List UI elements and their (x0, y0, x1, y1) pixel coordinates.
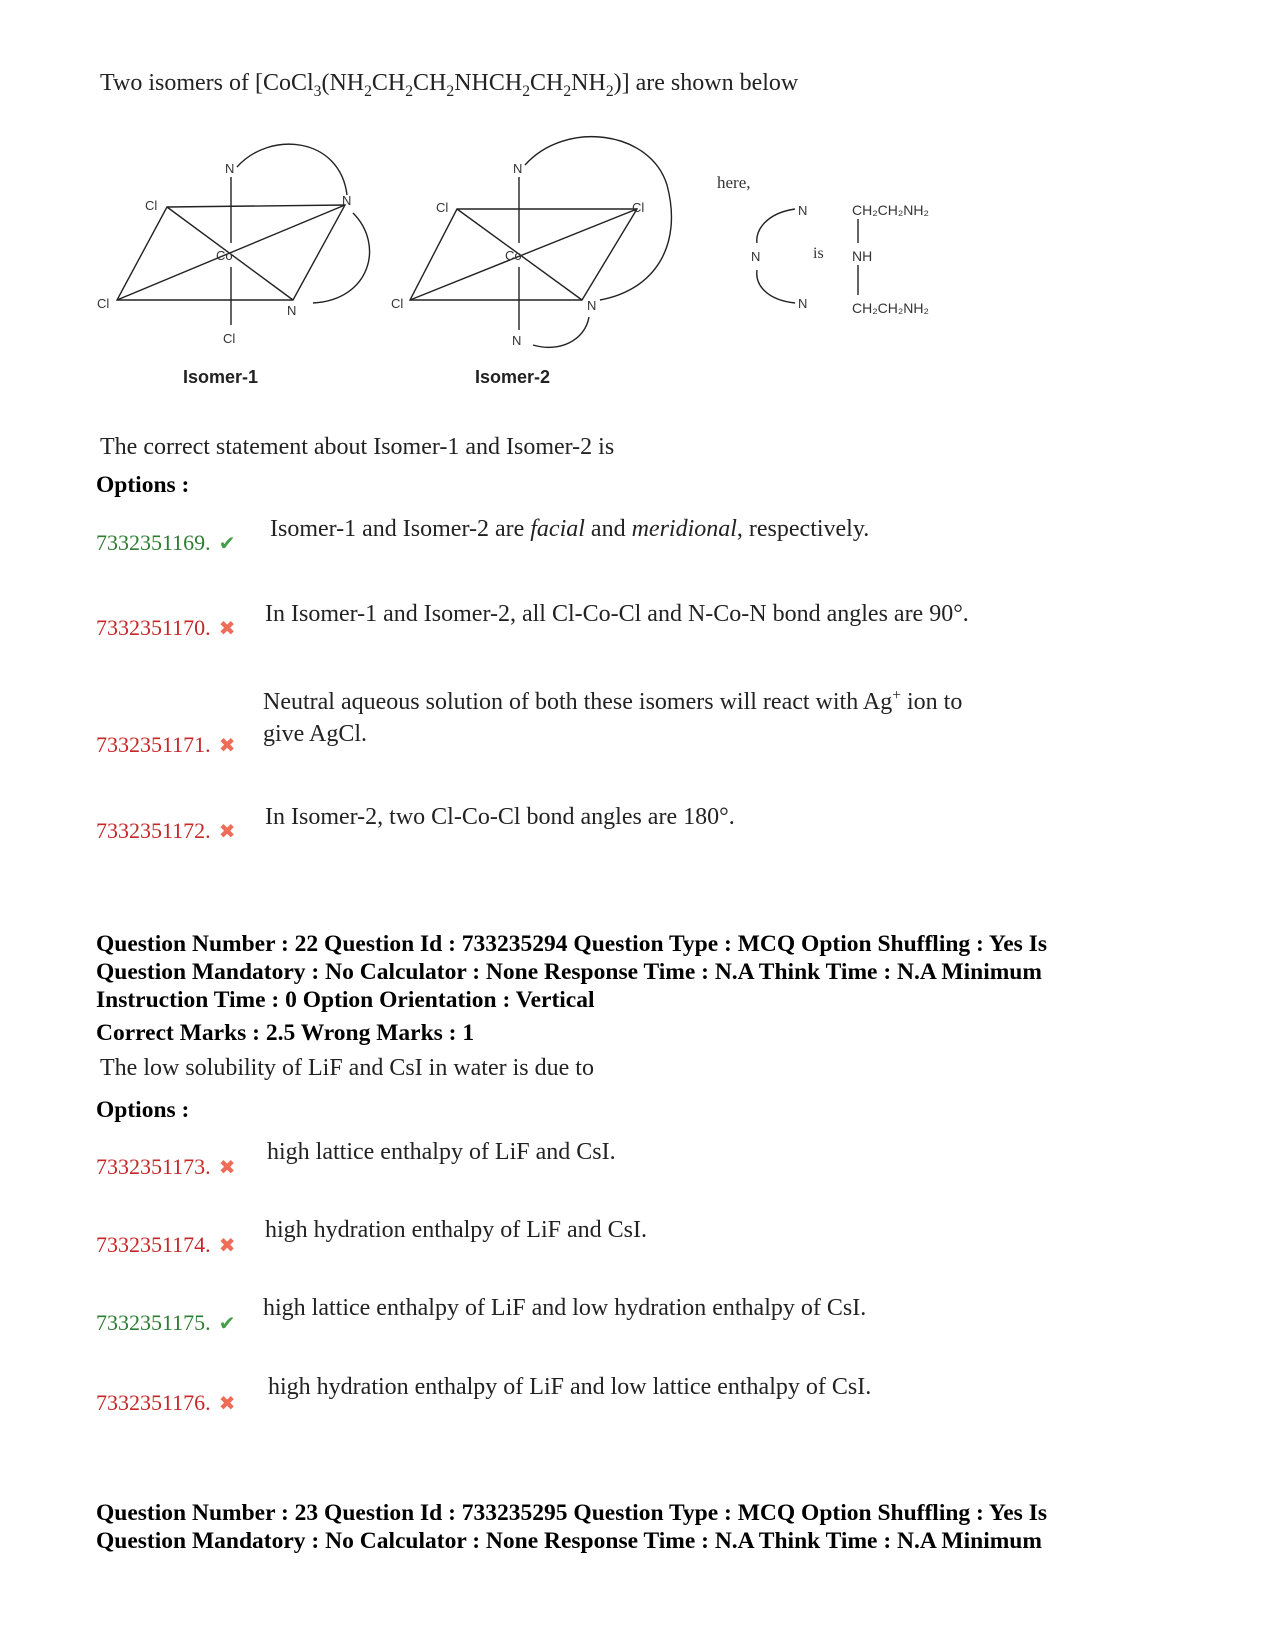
atom-n: N (751, 249, 761, 264)
stem-sub: 2 (364, 82, 372, 100)
atom-n: N (225, 161, 235, 176)
cross-icon: ✖ (218, 1233, 236, 1257)
option-text-part: , respectively. (736, 516, 870, 542)
option-text-part: Isomer-1 and Isomer-2 are (270, 516, 531, 542)
option-id (96, 530, 235, 556)
option-text[interactable]: high lattice enthalpy of LiF and CsI. (267, 1139, 616, 1165)
atom-n: N (287, 303, 297, 318)
question-21-stem (100, 70, 798, 101)
option-text[interactable]: In Isomer-1 and Isomer-2, all Cl-Co-Cl and N-Co-N bond angles are 90°. (265, 601, 969, 627)
stem-sub: 2 (605, 82, 614, 100)
options-label: Options : (96, 472, 190, 498)
option-id (96, 1310, 235, 1336)
stem-part: CH (530, 70, 564, 96)
chain-top: CH₂CH₂NH₂ (852, 202, 929, 218)
question-22-meta (96, 930, 1206, 1014)
meta-line: Question Number : 22 Question Id : 733235294 Question Type : MCQ Option Shuffling : Yes Is (96, 931, 1047, 957)
options-label: Options : (96, 1097, 190, 1123)
option-text[interactable]: high hydration enthalpy of LiF and low lattice enthalpy of CsI. (268, 1374, 872, 1400)
atom-n: N (513, 161, 523, 176)
option-text-part: and (584, 516, 632, 542)
chain-bottom: CH₂CH₂NH₂ (852, 300, 929, 316)
option-id (96, 732, 235, 758)
meta-line: Question Number : 23 Question Id : 733235295 Question Type : MCQ Option Shuffling : Yes Is (96, 1500, 1047, 1526)
stem-sub: 2 (522, 82, 530, 100)
chain-mid: NH (852, 248, 873, 264)
option-id (96, 1390, 235, 1416)
option-text-line: give AgCl. (263, 721, 368, 747)
stem-part: NHCH (454, 70, 523, 96)
is-label: is (813, 245, 824, 262)
stem-part: (NH (321, 70, 365, 96)
cross-icon: ✖ (218, 819, 236, 843)
atom-cl: Cl (97, 296, 110, 311)
atom-co: Co (216, 248, 233, 263)
atom-n: N (798, 296, 808, 311)
question-21-text: The correct statement about Isomer-1 and Isomer-2 is (100, 434, 615, 460)
stem-sub: 2 (446, 82, 455, 100)
cross-icon: ✖ (218, 1391, 236, 1415)
stem-part: Two isomers of [CoCl (100, 70, 314, 96)
stem-part: CH (413, 70, 447, 96)
atom-n: N (587, 298, 597, 313)
stem-part: )] are shown below (613, 70, 799, 96)
option-id (96, 615, 235, 641)
option-text[interactable] (270, 513, 869, 545)
option-text-part: ion to (901, 689, 963, 715)
atom-cl: Cl (391, 296, 404, 311)
stem-sub: 3 (313, 82, 322, 100)
atom-n: N (512, 333, 522, 348)
meta-line: Instruction Time : 0 Option Orientation : Vertical (96, 987, 595, 1013)
cross-icon: ✖ (218, 733, 236, 757)
option-id-text: 7332351176. (96, 1390, 211, 1415)
option-text-part: Neutral aqueous solution of both these isomers will react with Ag (263, 689, 893, 715)
option-id-text: 7332351170. (96, 615, 211, 640)
option-text-italic: facial (530, 516, 585, 542)
option-text[interactable]: In Isomer-2, two Cl-Co-Cl bond angles are 180°. (265, 804, 735, 830)
atom-cl: Cl (632, 200, 645, 215)
option-text-line (263, 680, 1093, 718)
option-id-text: 7332351171. (96, 732, 211, 757)
here-label: here, (717, 173, 751, 192)
stem-sub: 2 (405, 82, 414, 100)
option-text-sup: + (892, 687, 902, 704)
isomer-1-caption: Isomer-1 (183, 367, 259, 387)
option-id (96, 1232, 235, 1258)
cross-icon: ✖ (218, 616, 236, 640)
cross-icon: ✖ (218, 1155, 236, 1179)
question-22-marks: Correct Marks : 2.5 Wrong Marks : 1 (96, 1020, 475, 1046)
stem-part: CH (371, 70, 406, 96)
isomer-2-structure (391, 137, 671, 387)
atom-n: N (798, 203, 808, 218)
isomer-2-caption: Isomer-2 (475, 367, 551, 387)
isomer-diagram (95, 125, 995, 405)
option-id (96, 1154, 235, 1180)
atom-cl: Cl (223, 331, 236, 346)
option-text[interactable] (263, 680, 1093, 750)
check-icon: ✔ (218, 1311, 236, 1335)
check-icon: ✔ (218, 531, 236, 555)
meta-line: Question Mandatory : No Calculator : None Response Time : N.A Think Time : N.A Minimum (96, 959, 1042, 985)
option-text[interactable]: high hydration enthalpy of LiF and CsI. (265, 1217, 647, 1243)
isomer-1-structure (97, 144, 370, 387)
question-23-meta (96, 1499, 1206, 1555)
atom-co: Co (505, 248, 522, 263)
stem-sub: 2 (563, 82, 572, 100)
meta-line: Question Mandatory : No Calculator : None Response Time : N.A Think Time : N.A Minimum (96, 1528, 1042, 1554)
option-text[interactable]: high lattice enthalpy of LiF and low hydration enthalpy of CsI. (263, 1295, 867, 1321)
option-text-italic: meridional (631, 516, 737, 542)
atom-cl: Cl (436, 200, 449, 215)
option-id-text: 7332351173. (96, 1154, 211, 1179)
option-id-text: 7332351172. (96, 818, 211, 843)
ligand-legend (717, 173, 929, 316)
option-id-text: 7332351169. (96, 530, 211, 555)
question-22-text: The low solubility of LiF and CsI in water is due to (100, 1055, 594, 1081)
atom-n: N (342, 193, 352, 208)
atom-cl: Cl (145, 198, 158, 213)
option-id (96, 818, 235, 844)
option-id-text: 7332351175. (96, 1310, 211, 1335)
stem-part: NH (571, 70, 606, 96)
option-id-text: 7332351174. (96, 1232, 211, 1257)
